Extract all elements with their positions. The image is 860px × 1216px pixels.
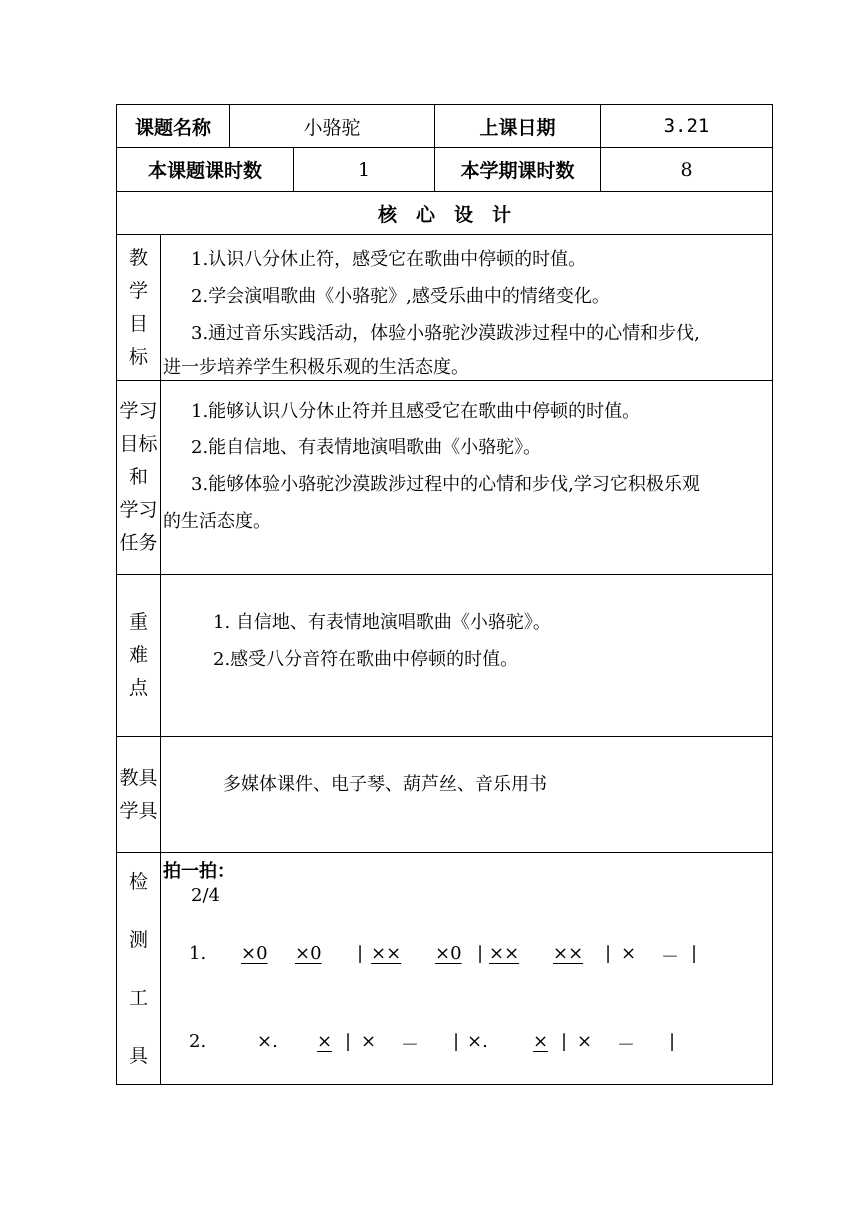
topic-label: 课题名称 — [117, 105, 230, 147]
bar-line: | — [605, 943, 612, 964]
lesson-hours-label: 本课题课时数 — [117, 148, 294, 191]
core-design-row — [116, 192, 773, 235]
label-char: 教 — [128, 246, 148, 269]
assessment-row — [116, 853, 773, 1085]
dash: － — [661, 947, 679, 968]
core-design-title: 核 心 设 计 — [377, 203, 511, 226]
assessment-content — [161, 853, 772, 1084]
rhythm-1-number: 1. — [189, 943, 207, 964]
rhythm-2-note: × — [361, 1031, 377, 1052]
bar-line: | — [561, 1031, 568, 1052]
rhythm-1-note: ×× — [489, 943, 520, 964]
goal-line-3: 3.通过音乐实践活动，体验小骆驼沙漠跋涉过程中的心情和步伐, — [191, 323, 700, 344]
label-char: 工 — [128, 986, 148, 1009]
learning-goals-label — [117, 381, 161, 574]
label-chars: 教具 — [119, 766, 158, 789]
date-value: 3.21 — [663, 115, 710, 137]
rhythm-1-note: ×0 — [435, 943, 462, 964]
label-char: 学 — [128, 279, 148, 302]
bar-line: | — [357, 943, 364, 964]
label-chars: 和 — [128, 466, 148, 488]
label-char: 测 — [128, 928, 148, 951]
label-char: 难 — [128, 644, 148, 666]
key-points-label — [117, 575, 161, 736]
teaching-goals-content — [161, 235, 772, 380]
rhythm-2-note: ×. — [257, 1031, 278, 1052]
label-chars: 学习 — [119, 400, 158, 422]
term-hours-label: 本学期课时数 — [435, 148, 601, 191]
tools-label — [117, 737, 161, 852]
goal-line-2: 2.学会演唱歌曲《小骆驼》,感受乐曲中的情绪变化。 — [191, 286, 610, 307]
learning-line-4: 的生活态度。 — [163, 511, 271, 532]
dash: － — [617, 1035, 635, 1056]
label-char: 具 — [128, 1044, 148, 1067]
bar-line: | — [345, 1031, 352, 1052]
time-signature: 2/4 — [191, 885, 220, 906]
header-row-2 — [116, 148, 773, 192]
rhythm-2-note: × — [533, 1031, 549, 1052]
topic-value: 小骆驼 — [230, 105, 435, 147]
bar-line: | — [453, 1031, 460, 1052]
key-point-line-1: 1. 自信地、有表情地演唱歌曲《小骆驼》。 — [213, 612, 551, 633]
tools-content — [161, 737, 772, 852]
key-point-line-2: 2.感受八分音符在歌曲中停顿的时值。 — [213, 649, 519, 670]
label-chars: 任务 — [119, 532, 158, 554]
term-hours-value: 8 — [680, 158, 693, 181]
key-points-content — [161, 575, 772, 736]
rhythm-2-number: 2. — [189, 1031, 207, 1052]
tools-text: 多媒体课件、电子琴、葫芦丝、音乐用书 — [223, 774, 547, 795]
rhythm-1-note: × — [621, 943, 637, 964]
rhythm-1-note: ×× — [553, 943, 584, 964]
key-points-row — [116, 575, 773, 737]
learning-goals-row — [116, 381, 773, 575]
label-chars: 学习 — [119, 499, 158, 521]
bar-line: | — [691, 943, 698, 964]
label-char: 点 — [128, 677, 148, 699]
label-char: 检 — [128, 870, 148, 893]
dash: － — [401, 1035, 419, 1056]
bar-line: | — [669, 1031, 676, 1052]
teaching-goals-label — [117, 235, 161, 380]
learning-goals-content — [161, 381, 772, 574]
assessment-heading: 拍一拍： — [163, 861, 235, 882]
lesson-plan-table — [116, 104, 773, 1085]
label-char: 目 — [128, 312, 148, 335]
learning-line-3: 3.能够体验小骆驼沙漠跋涉过程中的心情和步伐,学习它积极乐观 — [191, 474, 700, 495]
teaching-goals-row — [116, 235, 773, 381]
learning-line-2: 2.能自信地、有表情地演唱歌曲《小骆驼》。 — [191, 437, 542, 458]
date-label: 上课日期 — [435, 105, 601, 147]
header-row-1 — [116, 104, 773, 148]
rhythm-1-note: ×0 — [295, 943, 322, 964]
tools-row — [116, 737, 773, 853]
rhythm-2-note: ×. — [467, 1031, 488, 1052]
bar-line: | — [477, 943, 484, 964]
label-chars: 目标 — [119, 433, 158, 455]
goal-line-1: 1.认识八分休止符，感受它在歌曲中停顿的时值。 — [191, 249, 587, 270]
rhythm-2-note: × — [577, 1031, 593, 1052]
label-chars: 学具 — [119, 799, 158, 822]
assessment-label — [117, 853, 161, 1084]
rhythm-2-note: × — [317, 1031, 333, 1052]
rhythm-1-note: ×× — [371, 943, 402, 964]
label-char: 重 — [128, 611, 148, 633]
learning-line-1: 1.能够认识八分休止符并且感受它在歌曲中停顿的时值。 — [191, 401, 641, 422]
rhythm-1-note: ×0 — [241, 943, 268, 964]
lesson-hours-value: 1 — [294, 148, 435, 191]
label-char: 标 — [128, 345, 148, 368]
goal-line-4: 进一步培养学生积极乐观的生活态度。 — [163, 357, 469, 378]
